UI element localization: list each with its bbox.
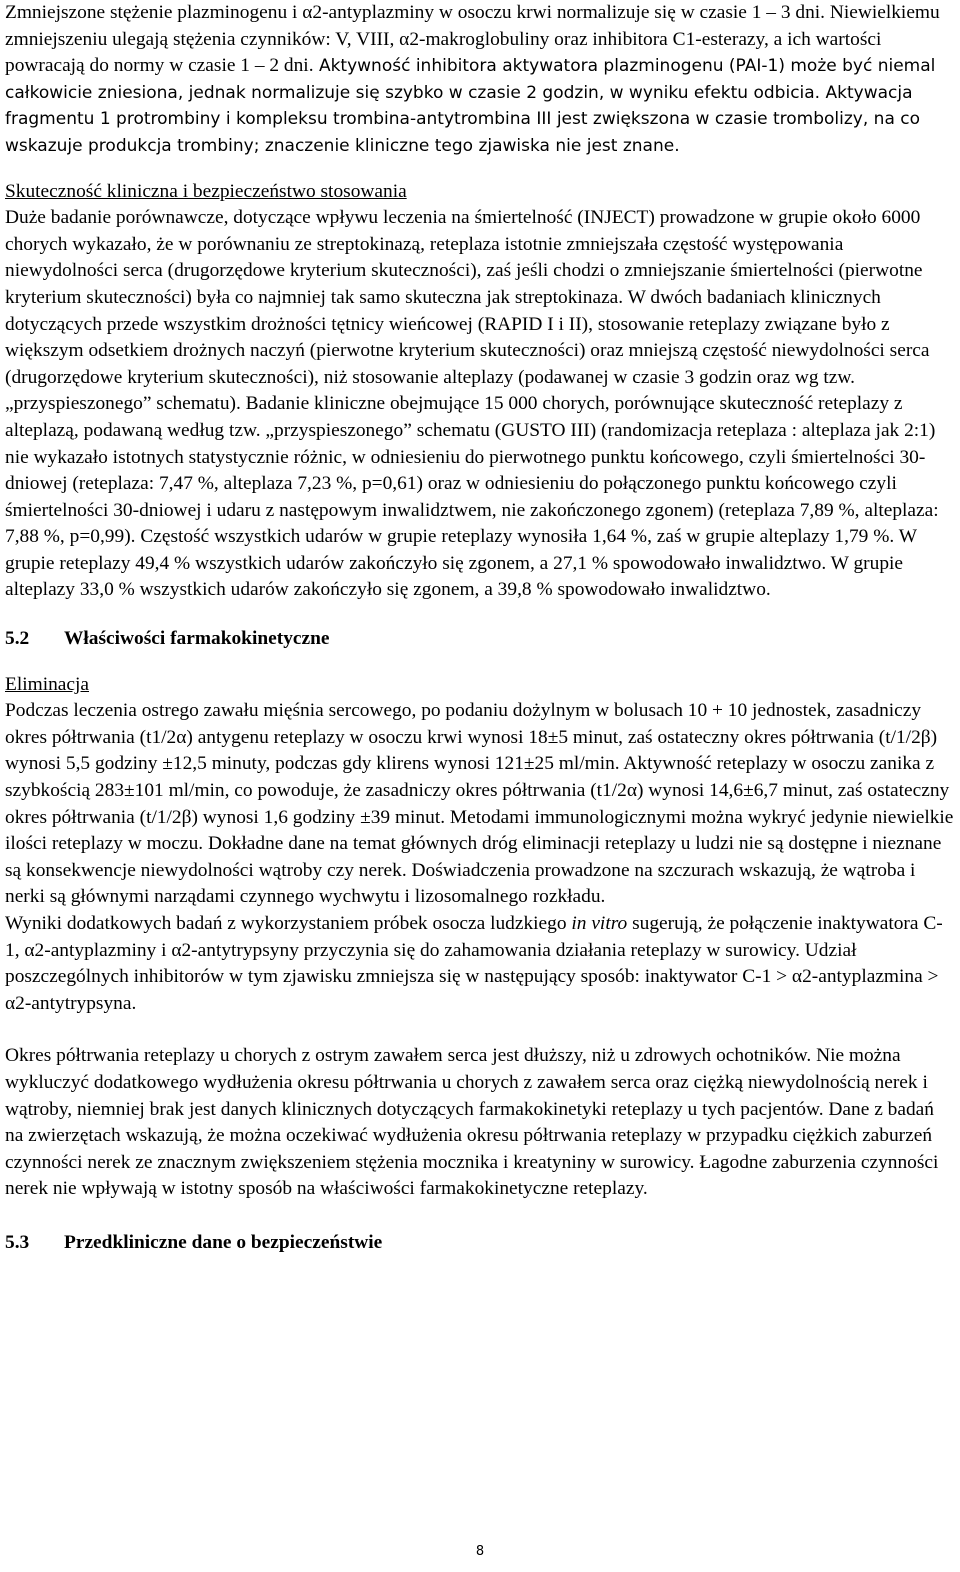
paragraph-plasminogen-part2: Aktywność inhibitora aktywatora plazminogenu (PAI-1) może być niemal całkowicie zniesiona, jednak normalizuje się szybko w czasie 2 godzin, w wyniku efektu odbicia. — [5, 56, 936, 103]
document-page — [5, 0, 957, 1257]
elimination-paragraph-3: Okres półtrwania reteplazy u chorych z ostrym zawałem serca jest dłuższy, niż u zdrowych ochotników. Nie można wykluczyć dodatkowego wydłużenia okresu półtrwania u chorych z zawałem serca oraz ciężką niewydolnością nerek i wątroby, niemniej brak jest danych klinicznych dotyczących farmakokinetyki reteplazy u tych pacjentów. Dane z badań na zwierzętach wskazują, że można oczekiwać wydłużenia okresu półtrwania reteplazy w przypadku ciężkich zaburzeń czynności nerek ze znacznym zwiększeniem stężenia mocznika i kreatyniny w surowicy. Łagodne zaburzenia czynności nerek nie wpływają w istotny sposób na właściwości farmakokinetyczne reteplazy. — [5, 1045, 939, 1200]
elimination-paragraph-1: Podczas leczenia ostrego zawału mięśnia sercowego, po podaniu dożylnym w bolusach 10 + 10 jednostek, zasadniczy okres półtrwania (t1/2α) antygenu reteplazy w osoczu krwi wynosi 18±5 minut, zaś ostateczny okres półtrwania (t/1/2β) wynosi 5,5 godziny ±12,5 minuty, podczas gdy klirens wynosi 121±25 ml/min. Aktywność reteplazy w osoczu zanika z szybkością 283±101 ml/min, co powoduje, że zasadniczy okres półtrwania (t1/2α) wynosi 14,6±6,7 minut, zaś ostateczny okres półtrwania (t/1/2β) wynosi 1,6 godziny ±39 minut. Metodami immunologicznymi można wykryć jedynie niewielkie ilości reteplazy w moczu. Dokładne dane na temat głównych dróg eliminacji reteplazy u ludzi nie są dostępne i nieznane są konsekwencje niewydolności wątroby czy nerek. Doświadczenia prowadzone na szczurach wskazują, że wątroba i nerki są głównymi narządami czynnego wychwytu i lizosomalnego rozkładu. — [5, 700, 954, 908]
section-heading-5-3 — [5, 1230, 957, 1257]
section-title: Przedkliniczne dane o bezpieczeństwie — [64, 1231, 383, 1253]
clinical-efficacy-paragraph: Duże badanie porównawcze, dotyczące wpływu leczenia na śmiertelność (INJECT) prowadzone w grupie około 6000 chorych wykazało, że w porównaniu ze streptokinazą, reteplaza istotnie zmniejszała częstość występowania niewydolności serca (drugorzędowe kryterium skuteczności), zaś jeśli chodzi o zmniejszanie śmiertelności (pierwotne kryterium skuteczności) była co najmniej tak samo skuteczna jak streptokinaza. W dwóch badaniach klinicznych dotyczących przede wszystkim drożności tętnicy wieńcowej (RAPID I i II), stosowanie reteplazy związane było z większym odsetkiem drożnych naczyń (pierwotne kryterium skuteczności) oraz mniejszą częstość niewydolności serca (drugorzędowe kryterium skuteczności), niż stosowanie alteplazy (podawanej w czasie 3 godzin oraz wg tzw. „przyspieszonego” schematu). Badanie kliniczne obejmujące 15 000 chorych, porównujące skuteczność reteplazy z alteplazą, podawaną według tzw. „przyspieszonego” schematu (GUSTO III) (randomizacja reteplaza : alteplaza jak 2:1) nie wykazało istotnych statystycznie różnic, w odniesieniu do pierwotnego punktu końcowego, czyli śmiertelności 30-dniowej (reteplaza: 7,47 %, alteplaza 7,23 %, p=0,61) oraz w odniesieniu do połączonego punktu końcowego czyli śmiertelności 30-dniowej i udaru z następowym inwalidztwem, nie zakończonego zgonem) (reteplaza 7,89 %, alteplaza: 7,88 %, p=0,99). Częstość wszystkich udarów w grupie reteplazy wynosiła 1,64 %, zaś w grupie alteplazy 1,79 %. W grupie reteplazy 49,4 % wszystkich udarów zakończyło się zgonem, a 27,1 % spowodowało inwalidztwo. W grupie alteplazy 33,0 % wszystkich udarów zakończyło się zgonem, a 39,8 % spowodowało inwalidztwo. — [5, 207, 939, 601]
in-vitro-term: in vitro — [571, 913, 628, 934]
page-number: 8 — [475, 1544, 485, 1559]
elimination-heading: Eliminacja — [5, 673, 89, 695]
paragraph-plasminogen-part3: Aktywacja fragmentu 1 protrombiny i kompleksu trombina-antytrombina III jest zwiększona w czasie trombolizy, na co wskazuje produkcja trombiny; znaczenie kliniczne tego zjawiska nie jest znane. — [5, 82, 921, 156]
elimination-paragraph-2-end: sugerują, że połączenie inaktywatora C-1, α2-antyplazminy i α2-antytrypsyny przyczynia się do zahamowania działania reteplazy w surowicy. Udział poszczególnych inhibitorów w tym zjawisku zmniejsza się w następujący sposób: inaktywator C-1 > α2-antyplazmina > α2-antytrypsyna. — [5, 913, 943, 1014]
section-number: 5.2 — [5, 628, 30, 650]
elimination-paragraph-2-start: Wyniki dodatkowych badań z wykorzystaniem próbek osocza ludzkiego — [5, 913, 572, 934]
elimination-paragraph-2 — [5, 911, 957, 1017]
paragraph-plasminogen — [5, 0, 957, 160]
section-heading-5-2 — [5, 626, 957, 653]
paragraph-plasminogen-part1: Zmniejszone stężenie plazminogenu i α2-antyplazminy w osoczu krwi normalizuje się w czasie 1 – 3 dni. Niewielkiemu zmniejszeniu ulegają stężenia czynników: V, VIII, α2-makroglobuliny oraz inhibitora C1-esterazy, a ich wartości powracają do normy w czasie 1 – 2 dni. — [5, 2, 940, 77]
section-title: Właściwości farmakokinetyczne — [64, 628, 330, 650]
clinical-efficacy-heading: Skuteczność kliniczna i bezpieczeństwo stosowania — [5, 180, 407, 202]
section-number: 5.3 — [5, 1231, 30, 1253]
